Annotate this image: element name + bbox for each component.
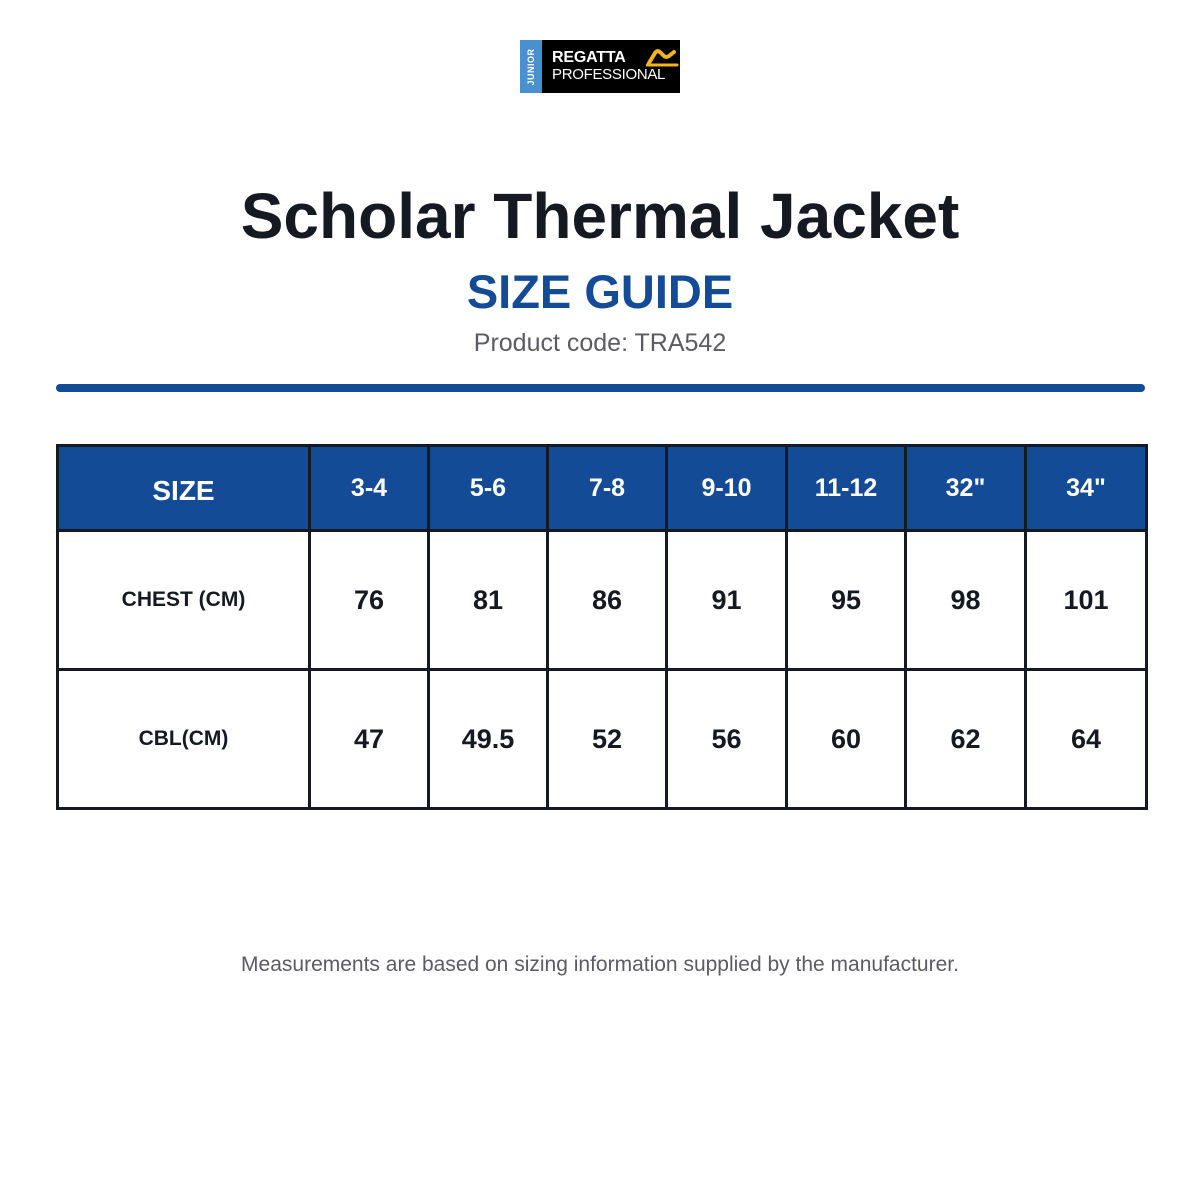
product-code: Product code: TRA542: [473, 329, 727, 357]
table-cell: 52: [548, 670, 667, 809]
column-header: 34": [1026, 446, 1147, 531]
table-cell: 62: [906, 670, 1026, 809]
table-header-row: [58, 446, 1147, 531]
size-table: [56, 444, 1148, 810]
table-cell: 47: [310, 670, 429, 809]
regatta-wave-icon: [646, 49, 680, 67]
table-cell: 49.5: [429, 670, 548, 809]
table-cell: 56: [667, 670, 787, 809]
logo-wordmark: [542, 40, 680, 93]
column-header: 7-8: [548, 446, 667, 531]
header-divider: [56, 384, 1145, 392]
table-cell: 81: [429, 531, 548, 670]
column-header: 5-6: [429, 446, 548, 531]
column-header: 11-12: [787, 446, 906, 531]
logo-junior-text: JUNIOR: [526, 47, 536, 86]
table-row-cbl: [58, 670, 1147, 809]
column-header: 3-4: [310, 446, 429, 531]
size-guide-heading: SIZE GUIDE: [466, 265, 734, 318]
logo-brand-name: REGATTA: [552, 49, 626, 66]
regatta-professional-junior-logo: [520, 40, 680, 93]
table-cell: 95: [787, 531, 906, 670]
logo-brand-subline: PROFESSIONAL: [552, 66, 666, 83]
table-cell: 91: [667, 531, 787, 670]
table-row-chest: [58, 531, 1147, 670]
measurement-footnote: Measurements are based on sizing information supplied by the manufacturer.: [241, 953, 959, 976]
row-label-chest: CHEST (CM): [58, 531, 310, 670]
column-header: 32": [906, 446, 1026, 531]
table-cell: 60: [787, 670, 906, 809]
product-title: Scholar Thermal Jacket: [240, 180, 960, 252]
table-cell: 101: [1026, 531, 1147, 670]
column-header-size: SIZE: [58, 446, 310, 531]
table-cell: 64: [1026, 670, 1147, 809]
table-cell: 86: [548, 531, 667, 670]
column-header: 9-10: [667, 446, 787, 531]
table-cell: 98: [906, 531, 1026, 670]
row-label-cbl: CBL(CM): [58, 670, 310, 809]
table-cell: 76: [310, 531, 429, 670]
logo-junior-strip: [520, 40, 542, 93]
